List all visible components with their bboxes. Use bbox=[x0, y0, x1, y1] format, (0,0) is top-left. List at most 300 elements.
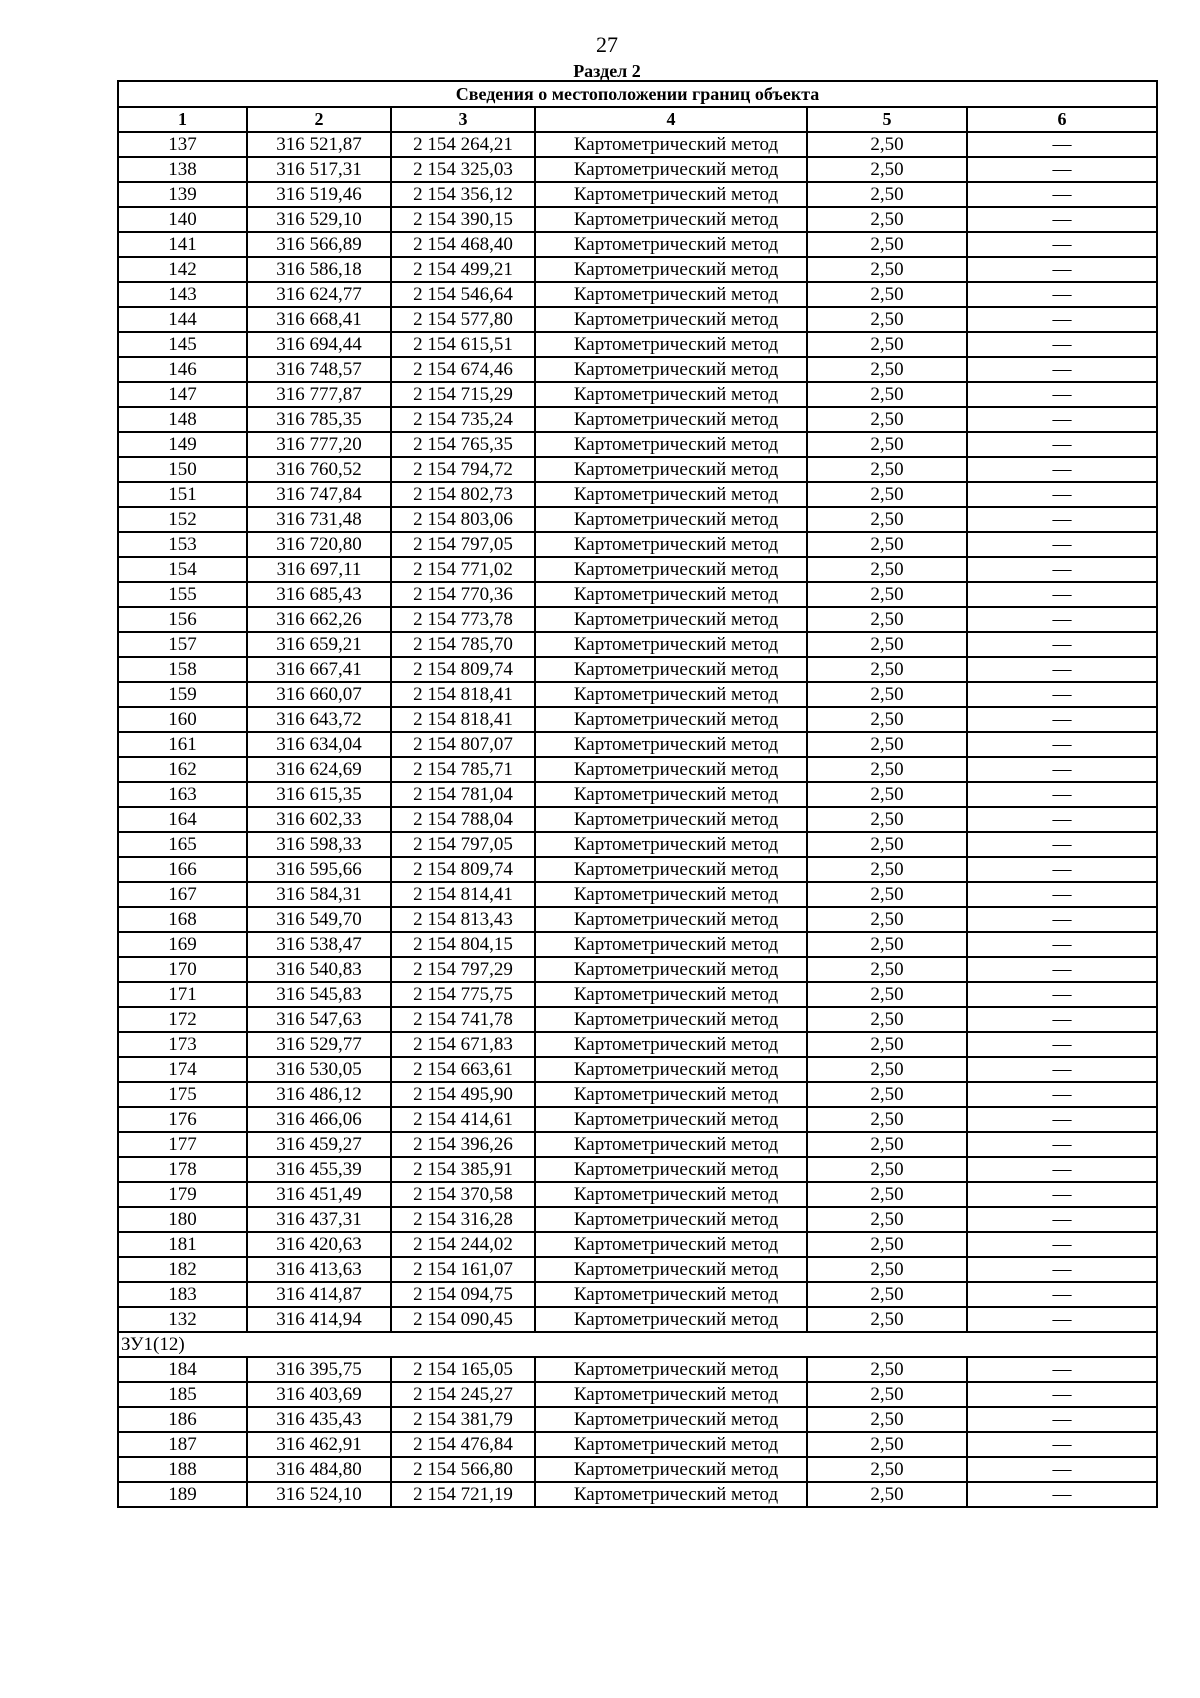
description-cell: — bbox=[967, 332, 1157, 357]
point-number-cell: 175 bbox=[118, 1082, 247, 1107]
x-coordinate-cell: 316 484,80 bbox=[247, 1457, 391, 1482]
table-row bbox=[118, 832, 1157, 857]
y-coordinate-cell: 2 154 566,80 bbox=[391, 1457, 535, 1482]
y-coordinate-cell: 2 154 775,75 bbox=[391, 982, 535, 1007]
table-row bbox=[118, 1482, 1157, 1507]
x-coordinate-cell: 316 624,69 bbox=[247, 757, 391, 782]
table-row bbox=[118, 282, 1157, 307]
point-number-cell: 181 bbox=[118, 1232, 247, 1257]
table-row bbox=[118, 632, 1157, 657]
y-coordinate-cell: 2 154 818,41 bbox=[391, 707, 535, 732]
point-number-cell: 183 bbox=[118, 1282, 247, 1307]
y-coordinate-cell: 2 154 807,07 bbox=[391, 732, 535, 757]
table-row bbox=[118, 1282, 1157, 1307]
accuracy-cell: 2,50 bbox=[807, 282, 967, 307]
accuracy-cell: 2,50 bbox=[807, 932, 967, 957]
x-coordinate-cell: 316 643,72 bbox=[247, 707, 391, 732]
point-number-cell: 162 bbox=[118, 757, 247, 782]
accuracy-cell: 2,50 bbox=[807, 707, 967, 732]
accuracy-cell: 2,50 bbox=[807, 1132, 967, 1157]
description-cell: — bbox=[967, 1432, 1157, 1457]
method-cell: Картометрический метод bbox=[535, 1232, 807, 1257]
method-cell: Картометрический метод bbox=[535, 957, 807, 982]
point-number-cell: 166 bbox=[118, 857, 247, 882]
point-number-cell: 186 bbox=[118, 1407, 247, 1432]
point-number-cell: 180 bbox=[118, 1207, 247, 1232]
description-cell: — bbox=[967, 682, 1157, 707]
point-number-cell: 172 bbox=[118, 1007, 247, 1032]
accuracy-cell: 2,50 bbox=[807, 332, 967, 357]
method-cell: Картометрический метод bbox=[535, 682, 807, 707]
method-cell: Картометрический метод bbox=[535, 132, 807, 157]
table-row bbox=[118, 407, 1157, 432]
description-cell: — bbox=[967, 1057, 1157, 1082]
x-coordinate-cell: 316 595,66 bbox=[247, 857, 391, 882]
method-cell: Картометрический метод bbox=[535, 932, 807, 957]
x-coordinate-cell: 316 462,91 bbox=[247, 1432, 391, 1457]
method-cell: Картометрический метод bbox=[535, 507, 807, 532]
point-number-cell: 153 bbox=[118, 532, 247, 557]
point-number-cell: 145 bbox=[118, 332, 247, 357]
accuracy-cell: 2,50 bbox=[807, 832, 967, 857]
x-coordinate-cell: 316 685,43 bbox=[247, 582, 391, 607]
x-coordinate-cell: 316 435,43 bbox=[247, 1407, 391, 1432]
y-coordinate-cell: 2 154 499,21 bbox=[391, 257, 535, 282]
accuracy-cell: 2,50 bbox=[807, 432, 967, 457]
description-cell: — bbox=[967, 207, 1157, 232]
point-number-cell: 140 bbox=[118, 207, 247, 232]
method-cell: Картометрический метод bbox=[535, 657, 807, 682]
y-coordinate-cell: 2 154 735,24 bbox=[391, 407, 535, 432]
table-row bbox=[118, 1207, 1157, 1232]
x-coordinate-cell: 316 586,18 bbox=[247, 257, 391, 282]
table-row bbox=[118, 732, 1157, 757]
description-cell: — bbox=[967, 1407, 1157, 1432]
accuracy-cell: 2,50 bbox=[807, 582, 967, 607]
table-row bbox=[118, 757, 1157, 782]
description-cell: — bbox=[967, 832, 1157, 857]
y-coordinate-cell: 2 154 264,21 bbox=[391, 132, 535, 157]
description-cell: — bbox=[967, 857, 1157, 882]
y-coordinate-cell: 2 154 476,84 bbox=[391, 1432, 535, 1457]
x-coordinate-cell: 316 760,52 bbox=[247, 457, 391, 482]
method-cell: Картометрический метод bbox=[535, 632, 807, 657]
point-number-cell: 168 bbox=[118, 907, 247, 932]
x-coordinate-cell: 316 455,39 bbox=[247, 1157, 391, 1182]
point-number-cell: 178 bbox=[118, 1157, 247, 1182]
x-coordinate-cell: 316 451,49 bbox=[247, 1182, 391, 1207]
y-coordinate-cell: 2 154 721,19 bbox=[391, 1482, 535, 1507]
method-cell: Картометрический метод bbox=[535, 1032, 807, 1057]
description-cell: — bbox=[967, 182, 1157, 207]
method-cell: Картометрический метод bbox=[535, 282, 807, 307]
y-coordinate-cell: 2 154 741,78 bbox=[391, 1007, 535, 1032]
column-number: 1 bbox=[118, 107, 247, 132]
table-row bbox=[118, 482, 1157, 507]
table-row bbox=[118, 1382, 1157, 1407]
accuracy-cell: 2,50 bbox=[807, 1307, 967, 1332]
point-number-cell: 142 bbox=[118, 257, 247, 282]
description-cell: — bbox=[967, 1157, 1157, 1182]
method-cell: Картометрический метод bbox=[535, 1207, 807, 1232]
x-coordinate-cell: 316 668,41 bbox=[247, 307, 391, 332]
description-cell: — bbox=[967, 807, 1157, 832]
y-coordinate-cell: 2 154 356,12 bbox=[391, 182, 535, 207]
y-coordinate-cell: 2 154 381,79 bbox=[391, 1407, 535, 1432]
x-coordinate-cell: 316 566,89 bbox=[247, 232, 391, 257]
method-cell: Картометрический метод bbox=[535, 1482, 807, 1507]
description-cell: — bbox=[967, 607, 1157, 632]
accuracy-cell: 2,50 bbox=[807, 482, 967, 507]
accuracy-cell: 2,50 bbox=[807, 632, 967, 657]
point-number-cell: 139 bbox=[118, 182, 247, 207]
x-coordinate-cell: 316 697,11 bbox=[247, 557, 391, 582]
table-row bbox=[118, 607, 1157, 632]
method-cell: Картометрический метод bbox=[535, 1307, 807, 1332]
x-coordinate-cell: 316 545,83 bbox=[247, 982, 391, 1007]
description-cell: — bbox=[967, 582, 1157, 607]
column-number: 3 bbox=[391, 107, 535, 132]
method-cell: Картометрический метод bbox=[535, 1257, 807, 1282]
table-caption-row bbox=[118, 81, 1157, 107]
table-row bbox=[118, 707, 1157, 732]
accuracy-cell: 2,50 bbox=[807, 1107, 967, 1132]
method-cell: Картометрический метод bbox=[535, 782, 807, 807]
y-coordinate-cell: 2 154 090,45 bbox=[391, 1307, 535, 1332]
accuracy-cell: 2,50 bbox=[807, 1382, 967, 1407]
accuracy-cell: 2,50 bbox=[807, 532, 967, 557]
description-cell: — bbox=[967, 757, 1157, 782]
method-cell: Картометрический метод bbox=[535, 1082, 807, 1107]
x-coordinate-cell: 316 547,63 bbox=[247, 1007, 391, 1032]
method-cell: Картометрический метод bbox=[535, 1182, 807, 1207]
y-coordinate-cell: 2 154 244,02 bbox=[391, 1232, 535, 1257]
point-number-cell: 187 bbox=[118, 1432, 247, 1457]
accuracy-cell: 2,50 bbox=[807, 557, 967, 582]
accuracy-cell: 2,50 bbox=[807, 1207, 967, 1232]
description-cell: — bbox=[967, 1457, 1157, 1482]
table-row bbox=[118, 1432, 1157, 1457]
x-coordinate-cell: 316 466,06 bbox=[247, 1107, 391, 1132]
y-coordinate-cell: 2 154 773,78 bbox=[391, 607, 535, 632]
y-coordinate-cell: 2 154 615,51 bbox=[391, 332, 535, 357]
table-row bbox=[118, 207, 1157, 232]
description-cell: — bbox=[967, 732, 1157, 757]
description-cell: — bbox=[967, 1232, 1157, 1257]
accuracy-cell: 2,50 bbox=[807, 182, 967, 207]
x-coordinate-cell: 316 530,05 bbox=[247, 1057, 391, 1082]
y-coordinate-cell: 2 154 245,27 bbox=[391, 1382, 535, 1407]
description-cell: — bbox=[967, 232, 1157, 257]
table-row bbox=[118, 807, 1157, 832]
table-row bbox=[118, 332, 1157, 357]
method-cell: Картометрический метод bbox=[535, 757, 807, 782]
table-row bbox=[118, 907, 1157, 932]
point-number-cell: 137 bbox=[118, 132, 247, 157]
y-coordinate-cell: 2 154 663,61 bbox=[391, 1057, 535, 1082]
method-cell: Картометрический метод bbox=[535, 1007, 807, 1032]
description-cell: — bbox=[967, 957, 1157, 982]
accuracy-cell: 2,50 bbox=[807, 982, 967, 1007]
y-coordinate-cell: 2 154 161,07 bbox=[391, 1257, 535, 1282]
y-coordinate-cell: 2 154 809,74 bbox=[391, 657, 535, 682]
table-row bbox=[118, 1182, 1157, 1207]
table-row bbox=[118, 1057, 1157, 1082]
accuracy-cell: 2,50 bbox=[807, 1457, 967, 1482]
point-number-cell: 152 bbox=[118, 507, 247, 532]
x-coordinate-cell: 316 777,20 bbox=[247, 432, 391, 457]
point-number-cell: 151 bbox=[118, 482, 247, 507]
x-coordinate-cell: 316 437,31 bbox=[247, 1207, 391, 1232]
description-cell: — bbox=[967, 657, 1157, 682]
x-coordinate-cell: 316 420,63 bbox=[247, 1232, 391, 1257]
table-row bbox=[118, 132, 1157, 157]
point-number-cell: 146 bbox=[118, 357, 247, 382]
x-coordinate-cell: 316 529,77 bbox=[247, 1032, 391, 1057]
y-coordinate-cell: 2 154 771,02 bbox=[391, 557, 535, 582]
method-cell: Картометрический метод bbox=[535, 607, 807, 632]
method-cell: Картометрический метод bbox=[535, 882, 807, 907]
x-coordinate-cell: 316 521,87 bbox=[247, 132, 391, 157]
accuracy-cell: 2,50 bbox=[807, 757, 967, 782]
description-cell: — bbox=[967, 932, 1157, 957]
point-number-cell: 144 bbox=[118, 307, 247, 332]
y-coordinate-cell: 2 154 797,05 bbox=[391, 532, 535, 557]
point-number-cell: 164 bbox=[118, 807, 247, 832]
x-coordinate-cell: 316 720,80 bbox=[247, 532, 391, 557]
accuracy-cell: 2,50 bbox=[807, 132, 967, 157]
y-coordinate-cell: 2 154 809,74 bbox=[391, 857, 535, 882]
method-cell: Картометрический метод bbox=[535, 232, 807, 257]
y-coordinate-cell: 2 154 715,29 bbox=[391, 382, 535, 407]
y-coordinate-cell: 2 154 370,58 bbox=[391, 1182, 535, 1207]
y-coordinate-cell: 2 154 674,46 bbox=[391, 357, 535, 382]
accuracy-cell: 2,50 bbox=[807, 1057, 967, 1082]
method-cell: Картометрический метод bbox=[535, 582, 807, 607]
method-cell: Картометрический метод bbox=[535, 732, 807, 757]
accuracy-cell: 2,50 bbox=[807, 157, 967, 182]
method-cell: Картометрический метод bbox=[535, 382, 807, 407]
table-row bbox=[118, 1357, 1157, 1382]
description-cell: — bbox=[967, 482, 1157, 507]
y-coordinate-cell: 2 154 781,04 bbox=[391, 782, 535, 807]
x-coordinate-cell: 316 748,57 bbox=[247, 357, 391, 382]
accuracy-cell: 2,50 bbox=[807, 382, 967, 407]
description-cell: — bbox=[967, 1107, 1157, 1132]
y-coordinate-cell: 2 154 803,06 bbox=[391, 507, 535, 532]
x-coordinate-cell: 316 529,10 bbox=[247, 207, 391, 232]
table-row bbox=[118, 232, 1157, 257]
point-number-cell: 184 bbox=[118, 1357, 247, 1382]
method-cell: Картометрический метод bbox=[535, 857, 807, 882]
description-cell: — bbox=[967, 1357, 1157, 1382]
table-row bbox=[118, 1307, 1157, 1332]
accuracy-cell: 2,50 bbox=[807, 807, 967, 832]
point-number-cell: 158 bbox=[118, 657, 247, 682]
accuracy-cell: 2,50 bbox=[807, 732, 967, 757]
point-number-cell: 177 bbox=[118, 1132, 247, 1157]
description-cell: — bbox=[967, 1482, 1157, 1507]
boundary-coordinates-table bbox=[117, 80, 1158, 1508]
x-coordinate-cell: 316 777,87 bbox=[247, 382, 391, 407]
x-coordinate-cell: 316 538,47 bbox=[247, 932, 391, 957]
table-row bbox=[118, 307, 1157, 332]
y-coordinate-cell: 2 154 785,70 bbox=[391, 632, 535, 657]
accuracy-cell: 2,50 bbox=[807, 907, 967, 932]
accuracy-cell: 2,50 bbox=[807, 957, 967, 982]
method-cell: Картометрический метод bbox=[535, 357, 807, 382]
method-cell: Картометрический метод bbox=[535, 1107, 807, 1132]
description-cell: — bbox=[967, 157, 1157, 182]
method-cell: Картометрический метод bbox=[535, 457, 807, 482]
description-cell: — bbox=[967, 532, 1157, 557]
y-coordinate-cell: 2 154 546,64 bbox=[391, 282, 535, 307]
point-number-cell: 149 bbox=[118, 432, 247, 457]
x-coordinate-cell: 316 634,04 bbox=[247, 732, 391, 757]
method-cell: Картометрический метод bbox=[535, 1157, 807, 1182]
y-coordinate-cell: 2 154 671,83 bbox=[391, 1032, 535, 1057]
y-coordinate-cell: 2 154 788,04 bbox=[391, 807, 535, 832]
table-row bbox=[118, 1232, 1157, 1257]
y-coordinate-cell: 2 154 094,75 bbox=[391, 1282, 535, 1307]
point-number-cell: 161 bbox=[118, 732, 247, 757]
description-cell: — bbox=[967, 432, 1157, 457]
point-number-cell: 165 bbox=[118, 832, 247, 857]
method-cell: Картометрический метод bbox=[535, 432, 807, 457]
method-cell: Картометрический метод bbox=[535, 1357, 807, 1382]
y-coordinate-cell: 2 154 797,29 bbox=[391, 957, 535, 982]
x-coordinate-cell: 316 486,12 bbox=[247, 1082, 391, 1107]
method-cell: Картометрический метод bbox=[535, 982, 807, 1007]
x-coordinate-cell: 316 413,63 bbox=[247, 1257, 391, 1282]
description-cell: — bbox=[967, 1282, 1157, 1307]
accuracy-cell: 2,50 bbox=[807, 1357, 967, 1382]
column-number: 5 bbox=[807, 107, 967, 132]
x-coordinate-cell: 316 517,31 bbox=[247, 157, 391, 182]
description-cell: — bbox=[967, 257, 1157, 282]
description-cell: — bbox=[967, 1382, 1157, 1407]
accuracy-cell: 2,50 bbox=[807, 1232, 967, 1257]
point-number-cell: 132 bbox=[118, 1307, 247, 1332]
table-row bbox=[118, 557, 1157, 582]
x-coordinate-cell: 316 540,83 bbox=[247, 957, 391, 982]
table-row bbox=[118, 507, 1157, 532]
point-number-cell: 159 bbox=[118, 682, 247, 707]
y-coordinate-cell: 2 154 385,91 bbox=[391, 1157, 535, 1182]
table-row bbox=[118, 257, 1157, 282]
table-row bbox=[118, 432, 1157, 457]
x-coordinate-cell: 316 395,75 bbox=[247, 1357, 391, 1382]
description-cell: — bbox=[967, 707, 1157, 732]
table-caption: Сведения о местоположении границ объекта bbox=[118, 81, 1157, 107]
table-row bbox=[118, 782, 1157, 807]
point-number-cell: 171 bbox=[118, 982, 247, 1007]
description-cell: — bbox=[967, 882, 1157, 907]
table-row bbox=[118, 1107, 1157, 1132]
accuracy-cell: 2,50 bbox=[807, 1082, 967, 1107]
point-number-cell: 155 bbox=[118, 582, 247, 607]
point-number-cell: 157 bbox=[118, 632, 247, 657]
y-coordinate-cell: 2 154 468,40 bbox=[391, 232, 535, 257]
x-coordinate-cell: 316 414,87 bbox=[247, 1282, 391, 1307]
method-cell: Картометрический метод bbox=[535, 832, 807, 857]
y-coordinate-cell: 2 154 325,03 bbox=[391, 157, 535, 182]
x-coordinate-cell: 316 747,84 bbox=[247, 482, 391, 507]
y-coordinate-cell: 2 154 814,41 bbox=[391, 882, 535, 907]
accuracy-cell: 2,50 bbox=[807, 507, 967, 532]
accuracy-cell: 2,50 bbox=[807, 407, 967, 432]
point-number-cell: 173 bbox=[118, 1032, 247, 1057]
x-coordinate-cell: 316 659,21 bbox=[247, 632, 391, 657]
accuracy-cell: 2,50 bbox=[807, 1182, 967, 1207]
description-cell: — bbox=[967, 907, 1157, 932]
x-coordinate-cell: 316 459,27 bbox=[247, 1132, 391, 1157]
description-cell: — bbox=[967, 1257, 1157, 1282]
x-coordinate-cell: 316 519,46 bbox=[247, 182, 391, 207]
point-number-cell: 148 bbox=[118, 407, 247, 432]
description-cell: — bbox=[967, 1207, 1157, 1232]
point-number-cell: 174 bbox=[118, 1057, 247, 1082]
description-cell: — bbox=[967, 457, 1157, 482]
point-number-cell: 147 bbox=[118, 382, 247, 407]
accuracy-cell: 2,50 bbox=[807, 682, 967, 707]
table-row bbox=[118, 532, 1157, 557]
point-number-cell: 170 bbox=[118, 957, 247, 982]
accuracy-cell: 2,50 bbox=[807, 1407, 967, 1432]
y-coordinate-cell: 2 154 797,05 bbox=[391, 832, 535, 857]
x-coordinate-cell: 316 785,35 bbox=[247, 407, 391, 432]
accuracy-cell: 2,50 bbox=[807, 1282, 967, 1307]
y-coordinate-cell: 2 154 396,26 bbox=[391, 1132, 535, 1157]
table-row bbox=[118, 1132, 1157, 1157]
accuracy-cell: 2,50 bbox=[807, 457, 967, 482]
method-cell: Картометрический метод bbox=[535, 157, 807, 182]
table-row bbox=[118, 682, 1157, 707]
description-cell: — bbox=[967, 1082, 1157, 1107]
table-row bbox=[118, 582, 1157, 607]
description-cell: — bbox=[967, 1132, 1157, 1157]
accuracy-cell: 2,50 bbox=[807, 607, 967, 632]
accuracy-cell: 2,50 bbox=[807, 207, 967, 232]
description-cell: — bbox=[967, 1032, 1157, 1057]
point-number-cell: 182 bbox=[118, 1257, 247, 1282]
description-cell: — bbox=[967, 982, 1157, 1007]
method-cell: Картометрический метод bbox=[535, 532, 807, 557]
point-number-cell: 156 bbox=[118, 607, 247, 632]
table-row bbox=[118, 657, 1157, 682]
group-label: ЗУ1(12) bbox=[118, 1332, 1157, 1357]
column-number: 2 bbox=[247, 107, 391, 132]
accuracy-cell: 2,50 bbox=[807, 357, 967, 382]
accuracy-cell: 2,50 bbox=[807, 307, 967, 332]
y-coordinate-cell: 2 154 785,71 bbox=[391, 757, 535, 782]
x-coordinate-cell: 316 660,07 bbox=[247, 682, 391, 707]
method-cell: Картометрический метод bbox=[535, 1457, 807, 1482]
column-numbers-row bbox=[118, 107, 1157, 132]
method-cell: Картометрический метод bbox=[535, 1132, 807, 1157]
table-row bbox=[118, 157, 1157, 182]
method-cell: Картометрический метод bbox=[535, 1057, 807, 1082]
point-number-cell: 143 bbox=[118, 282, 247, 307]
point-number-cell: 179 bbox=[118, 1182, 247, 1207]
accuracy-cell: 2,50 bbox=[807, 1257, 967, 1282]
point-number-cell: 160 bbox=[118, 707, 247, 732]
description-cell: — bbox=[967, 632, 1157, 657]
accuracy-cell: 2,50 bbox=[807, 782, 967, 807]
accuracy-cell: 2,50 bbox=[807, 1157, 967, 1182]
accuracy-cell: 2,50 bbox=[807, 857, 967, 882]
method-cell: Картометрический метод bbox=[535, 332, 807, 357]
